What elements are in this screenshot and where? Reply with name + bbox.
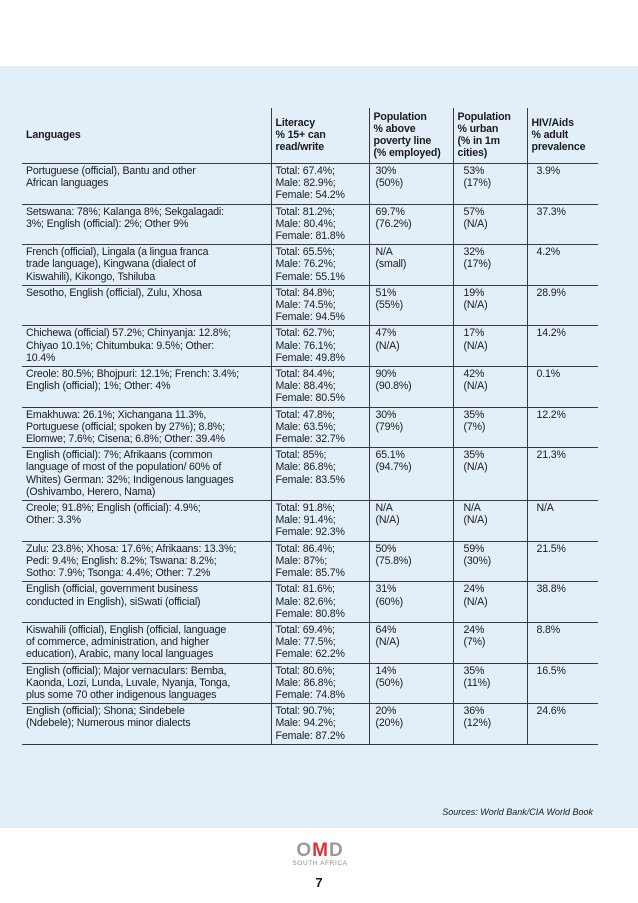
cell-urban: 35% (11%)	[453, 663, 527, 704]
cell-languages: Creole: 80.5%; Bhojpuri: 12.1%; French: 3.4%; English (official); 1%; Other: 4%	[22, 367, 271, 408]
cell-hiv: 38.8%	[527, 582, 598, 623]
cell-poverty: 30% (50%)	[369, 164, 453, 205]
cell-languages: Emakhuwa: 26.1%; Xichangana 11.3%, Portuguese (official; spoken by 27%); 8.8%; Elomwe; 7.6%; Cisena; 6.8%; Other: 39.4%	[22, 407, 271, 448]
cell-poverty: N/A (small)	[369, 245, 453, 286]
cell-languages: Setswana: 78%; Kalanga 8%; Sekgalagadi: 3%; English (official): 2%; Other 9%	[22, 204, 271, 245]
cell-urban: 59% (30%)	[453, 541, 527, 582]
cell-literacy: Total: 84.4%; Male: 88.4%; Female: 80.5%	[271, 367, 369, 408]
cell-urban: 17% (N/A)	[453, 326, 527, 367]
table-header-row	[22, 108, 598, 164]
table-row	[22, 245, 598, 286]
cell-urban: 24% (7%)	[453, 622, 527, 663]
cell-languages: Chichewa (official) 57.2%; Chinyanja: 12.8%; Chiyao 10.1%; Chitumbuka: 9.5%; Other: 10.4%	[22, 326, 271, 367]
cell-poverty: 30% (79%)	[369, 407, 453, 448]
cell-languages: English (official, government business conducted in English), siSwati (official)	[22, 582, 271, 623]
cell-urban: N/A (N/A)	[453, 501, 527, 542]
cell-poverty: 20% (20%)	[369, 704, 453, 745]
cell-poverty: 51% (55%)	[369, 285, 453, 326]
cell-urban: 19% (N/A)	[453, 285, 527, 326]
cell-hiv: 24.6%	[527, 704, 598, 745]
page-number: 7	[315, 875, 323, 890]
cell-literacy: Total: 86.4%; Male: 87%; Female: 85.7%	[271, 541, 369, 582]
cell-urban: 35% (7%)	[453, 407, 527, 448]
logo-subtitle: SOUTH AFRICA	[292, 860, 348, 867]
table-row	[22, 407, 598, 448]
cell-urban: 24% (N/A)	[453, 582, 527, 623]
cell-hiv: 4.2%	[527, 245, 598, 286]
header-literacy: Literacy % 15+ can read/write	[271, 108, 369, 164]
table-row	[22, 541, 598, 582]
cell-hiv: 28.9%	[527, 285, 598, 326]
cell-languages: French (official), Lingala (a lingua franca trade language), Kingwana (dialect of Kiswahili), Kikongo, Tshiluba	[22, 245, 271, 286]
table-row	[22, 704, 598, 745]
cell-poverty: 14% (50%)	[369, 663, 453, 704]
cell-literacy: Total: 90.7%; Male: 94.2%; Female: 87.2%	[271, 704, 369, 745]
cell-languages: Portuguese (official), Bantu and other African languages	[22, 164, 271, 205]
table-row	[22, 367, 598, 408]
header-languages: Languages	[26, 128, 81, 141]
header-hiv: HIV/Aids % adult prevalence	[527, 108, 598, 164]
cell-urban: 32% (17%)	[453, 245, 527, 286]
cell-hiv: 14.2%	[527, 326, 598, 367]
cell-literacy: Total: 91.8%; Male: 91.4%; Female: 92.3%	[271, 501, 369, 542]
table-row	[22, 582, 598, 623]
header-poverty: Population % above poverty line (% employed)	[369, 108, 453, 164]
table-row	[22, 622, 598, 663]
cell-poverty: 47% (N/A)	[369, 326, 453, 367]
table-row	[22, 326, 598, 367]
cell-languages: Sesotho, English (official), Zulu, Xhosa	[22, 285, 271, 326]
cell-literacy: Total: 47.8%; Male: 63.5%; Female: 32.7%	[271, 407, 369, 448]
cell-literacy: Total: 65.5%; Male: 76.2%; Female: 55.1%	[271, 245, 369, 286]
cell-urban: 42% (N/A)	[453, 367, 527, 408]
cell-poverty: 50% (75.8%)	[369, 541, 453, 582]
cell-urban: 57% (N/A)	[453, 204, 527, 245]
cell-hiv: 16.5%	[527, 663, 598, 704]
table-row	[22, 164, 598, 205]
cell-urban: 35% (N/A)	[453, 448, 527, 501]
country-statistics-table	[22, 108, 598, 745]
cell-urban: 36% (12%)	[453, 704, 527, 745]
cell-poverty: N/A (N/A)	[369, 501, 453, 542]
cell-poverty: 90% (90.8%)	[369, 367, 453, 408]
cell-literacy: Total: 62.7%; Male: 76.1%; Female: 49.8%	[271, 326, 369, 367]
cell-urban: 53% (17%)	[453, 164, 527, 205]
cell-literacy: Total: 84.8%; Male: 74.5%; Female: 94.5%	[271, 285, 369, 326]
table-row	[22, 204, 598, 245]
cell-literacy: Total: 81.2%; Male: 80.4%; Female: 81.8%	[271, 204, 369, 245]
cell-languages: Creole; 91.8%; English (official): 4.9%; Other: 3.3%	[22, 501, 271, 542]
cell-literacy: Total: 81.6%; Male: 82.6%; Female: 80.8%	[271, 582, 369, 623]
cell-poverty: 69.7% (76.2%)	[369, 204, 453, 245]
table-row	[22, 663, 598, 704]
cell-hiv: 12.2%	[527, 407, 598, 448]
header-urban: Population % urban (% in 1m cities)	[453, 108, 527, 164]
cell-hiv: 37.3%	[527, 204, 598, 245]
cell-languages: English (official): 7%; Afrikaans (common language of most of the population/ 60% of Whites) German: 32%; Indigenous languages (Oshivambo, Herero, Nama)	[22, 448, 271, 501]
table-row	[22, 285, 598, 326]
table-row	[22, 501, 598, 542]
cell-languages: Zulu: 23.8%; Xhosa: 17.6%; Afrikaans: 13.3%; Pedi: 9.4%; English: 8.2%; Tswana: 8.2%; Sotho: 7.9%; Tsonga: 4.4%; Other: 7.2%	[22, 541, 271, 582]
cell-hiv: 8.8%	[527, 622, 598, 663]
table-row	[22, 448, 598, 501]
cell-literacy: Total: 69.4%; Male: 77.5%; Female: 62.2%	[271, 622, 369, 663]
cell-hiv: 21.3%	[527, 448, 598, 501]
cell-hiv: N/A	[527, 501, 598, 542]
cell-literacy: Total: 67.4%; Male: 82.9%; Female: 54.2%	[271, 164, 369, 205]
logo-wordmark: OMD	[296, 840, 344, 861]
cell-languages: English (official); Shona; Sindebele (Ndebele); Numerous minor dialects	[22, 704, 271, 745]
cell-poverty: 31% (60%)	[369, 582, 453, 623]
cell-hiv: 3.9%	[527, 164, 598, 205]
cell-hiv: 0.1%	[527, 367, 598, 408]
sources-note: Sources: World Bank/CIA World Book	[442, 807, 593, 817]
cell-literacy: Total: 80.6%; Male: 86.8%; Female: 74.8%	[271, 663, 369, 704]
cell-hiv: 21.5%	[527, 541, 598, 582]
cell-languages: Kiswahili (official), English (official, language of commerce, administration, and higher education), Arabic, many local languages	[22, 622, 271, 663]
cell-literacy: Total: 85%; Male: 86.8%; Female: 83.5%	[271, 448, 369, 501]
cell-poverty: 65.1% (94.7%)	[369, 448, 453, 501]
cell-languages: English (official); Major vernaculars: Bemba, Kaonda, Lozi, Lunda, Luvale, Nyanja, Tonga, plus some 70 other indigenous languages	[22, 663, 271, 704]
cell-poverty: 64% (N/A)	[369, 622, 453, 663]
omd-logo	[288, 842, 352, 868]
